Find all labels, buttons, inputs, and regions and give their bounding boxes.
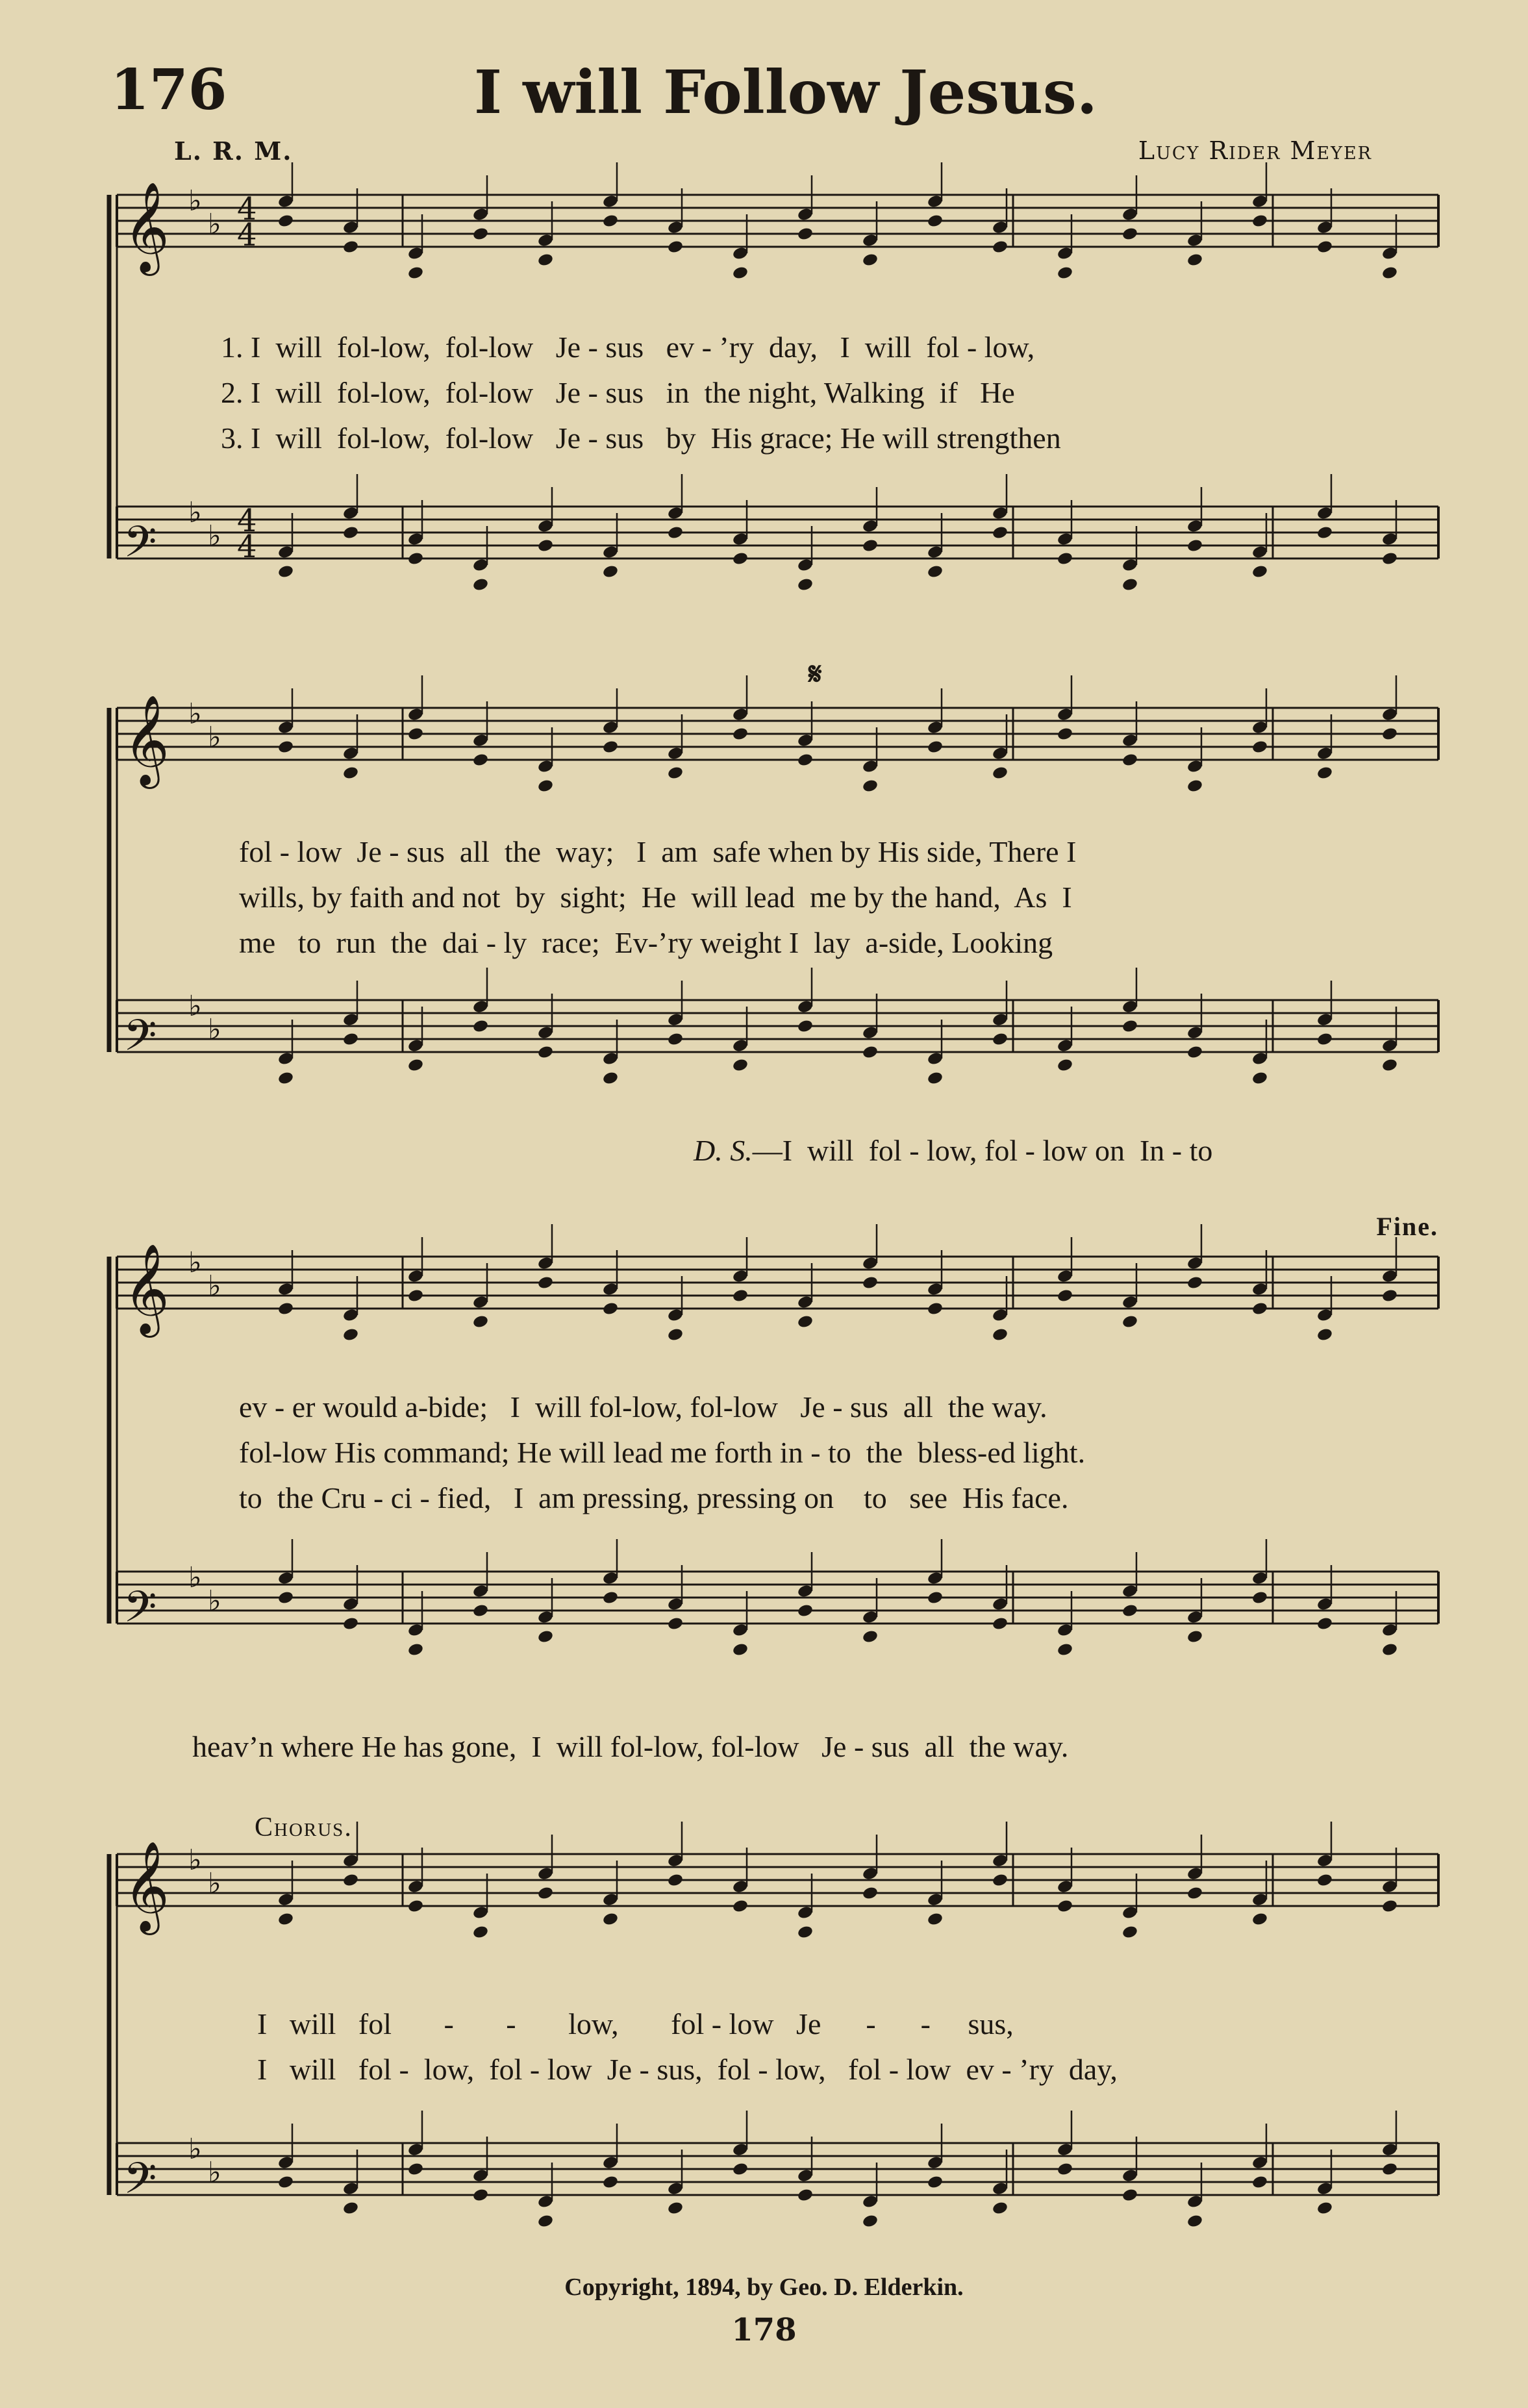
note-head bbox=[1381, 1642, 1398, 1657]
treble-clef: 𝄞 bbox=[123, 1244, 169, 1334]
note-head bbox=[927, 2175, 944, 2190]
note-head bbox=[277, 1590, 294, 1605]
note-head bbox=[342, 240, 359, 255]
note-head bbox=[1316, 2201, 1333, 2216]
note-head bbox=[1316, 240, 1333, 255]
time-signature-bottom: 4 bbox=[237, 217, 257, 253]
note-head bbox=[992, 1032, 1008, 1047]
note-head bbox=[407, 727, 424, 742]
note-head bbox=[992, 240, 1008, 255]
note-head bbox=[1251, 214, 1268, 229]
note-head bbox=[277, 1071, 294, 1086]
note-head bbox=[1121, 1925, 1138, 1940]
verse-1-line-1: 1. I will fol-low, fol-low Je - sus ev - ’ry day, I will fol - low, bbox=[221, 331, 1035, 364]
note-head bbox=[862, 779, 879, 794]
note-head bbox=[602, 1071, 619, 1086]
note-head bbox=[1251, 1590, 1268, 1605]
note-head bbox=[1057, 727, 1073, 742]
ds-lyric-line-2: heav’n where He has gone, I will fol-low, fol-low Je - sus all the way. bbox=[192, 1730, 1069, 1763]
note-head bbox=[472, 227, 489, 242]
note-head bbox=[407, 1642, 424, 1657]
note-head bbox=[1121, 753, 1138, 768]
note-head bbox=[862, 1275, 879, 1290]
note-head bbox=[342, 2201, 359, 2216]
note-head bbox=[862, 1629, 879, 1644]
ds-lyric-line-1 bbox=[694, 1133, 1528, 1168]
note-head bbox=[1381, 727, 1398, 742]
note-head bbox=[277, 1912, 294, 1927]
chorus-line-1: I will fol - - low, fol - low Je - - sus, bbox=[257, 2007, 1014, 2040]
note-head bbox=[1121, 2188, 1138, 2203]
note-head bbox=[407, 551, 424, 566]
note-head bbox=[797, 753, 814, 768]
note-head bbox=[472, 2188, 489, 2203]
note-head bbox=[927, 1590, 944, 1605]
note-head bbox=[1186, 538, 1203, 553]
flat-sign: ♭ bbox=[208, 208, 221, 241]
note-head bbox=[342, 1873, 359, 1888]
flat-sign: ♭ bbox=[208, 1270, 221, 1303]
note-head bbox=[797, 1925, 814, 1940]
note-head bbox=[537, 1886, 554, 1901]
note-head bbox=[537, 253, 554, 268]
note-head bbox=[342, 525, 359, 540]
note-head bbox=[1381, 1288, 1398, 1303]
note-head bbox=[1251, 1912, 1268, 1927]
note-head bbox=[1186, 779, 1203, 794]
note-head bbox=[732, 727, 749, 742]
verse-3-line-3: to the Cru - ci - fied, I am pressing, pressing on to see His face. bbox=[239, 1481, 1069, 1514]
note-head bbox=[342, 1327, 359, 1342]
note-head bbox=[1121, 1603, 1138, 1618]
time-signature-top: 4 bbox=[237, 191, 257, 227]
note-head bbox=[797, 577, 814, 592]
note-head bbox=[797, 1314, 814, 1329]
chorus-line-2: I will fol - low, fol - low Je - sus, fol - low, fol - low ev - ’ry day, bbox=[257, 2053, 1118, 2086]
note-head bbox=[1057, 1899, 1073, 1914]
note-head bbox=[537, 1275, 554, 1290]
note-head bbox=[667, 1616, 684, 1631]
note-head bbox=[1316, 766, 1333, 781]
lyricist-credit: L. R. M. bbox=[174, 136, 293, 166]
time-signature-bottom: 4 bbox=[237, 529, 257, 565]
note-head bbox=[862, 2214, 879, 2229]
note-head bbox=[277, 2175, 294, 2190]
flat-sign: ♭ bbox=[188, 990, 202, 1023]
note-head bbox=[602, 1301, 619, 1316]
flat-sign: ♭ bbox=[188, 184, 202, 218]
note-head bbox=[667, 766, 684, 781]
flat-sign: ♭ bbox=[208, 2156, 221, 2189]
note-head bbox=[992, 1327, 1008, 1342]
verse-2-line-2: wills, by faith and not by sight; He will lead me by the hand, As I bbox=[239, 881, 1072, 914]
note-head bbox=[602, 2175, 619, 2190]
note-head bbox=[927, 1912, 944, 1927]
note-head bbox=[1186, 1886, 1203, 1901]
note-head bbox=[472, 1314, 489, 1329]
note-head bbox=[1251, 1071, 1268, 1086]
note-head bbox=[667, 240, 684, 255]
chorus-label: Chorus. bbox=[255, 1812, 353, 1842]
composer-credit: Lucy Rider Meyer bbox=[1138, 136, 1372, 165]
note-head bbox=[1121, 1314, 1138, 1329]
note-head bbox=[1381, 1058, 1398, 1073]
note-head bbox=[537, 1629, 554, 1644]
note-head bbox=[1057, 1642, 1073, 1657]
hymn-number: 176 bbox=[110, 57, 227, 123]
note-head bbox=[992, 1873, 1008, 1888]
note-head bbox=[992, 766, 1008, 781]
note-head bbox=[1057, 266, 1073, 281]
note-head bbox=[927, 1301, 944, 1316]
note-head bbox=[1316, 1616, 1333, 1631]
flat-sign: ♭ bbox=[208, 721, 221, 754]
note-head bbox=[1316, 1327, 1333, 1342]
note-head bbox=[1121, 227, 1138, 242]
flat-sign: ♭ bbox=[208, 1013, 221, 1046]
note-head bbox=[667, 2201, 684, 2216]
note-head bbox=[797, 2188, 814, 2203]
note-head bbox=[407, 266, 424, 281]
note-head bbox=[797, 1603, 814, 1618]
treble-clef: 𝄞 bbox=[123, 1841, 169, 1931]
note-head bbox=[1186, 253, 1203, 268]
note-head bbox=[342, 1032, 359, 1047]
bass-clef: 𝄢 bbox=[123, 1582, 157, 1642]
note-head bbox=[472, 577, 489, 592]
note-head bbox=[1316, 1032, 1333, 1047]
note-head bbox=[667, 1873, 684, 1888]
note-head bbox=[732, 266, 749, 281]
note-head bbox=[277, 214, 294, 229]
note-head bbox=[1381, 1899, 1398, 1914]
flat-sign: ♭ bbox=[188, 1844, 202, 1877]
note-head bbox=[1251, 1301, 1268, 1316]
flat-sign: ♭ bbox=[188, 1561, 202, 1594]
flat-sign: ♭ bbox=[208, 520, 221, 553]
flat-sign: ♭ bbox=[188, 2133, 202, 2166]
verse-3-line-2: me to run the dai - ly race; Ev-’ry weight I lay a-side, Looking bbox=[239, 926, 1053, 959]
ds-marker: D. S. bbox=[694, 1134, 753, 1167]
note-head bbox=[1186, 2214, 1203, 2229]
note-head bbox=[992, 2201, 1008, 2216]
note-head bbox=[407, 1288, 424, 1303]
note-head bbox=[1381, 266, 1398, 281]
hymn-title: I will Follow Jesus. bbox=[474, 57, 1097, 127]
note-head bbox=[602, 740, 619, 755]
note-head bbox=[992, 525, 1008, 540]
note-head bbox=[602, 1912, 619, 1927]
note-head bbox=[1121, 1019, 1138, 1034]
note-head bbox=[1057, 2162, 1073, 2177]
verse-2-line-1: 2. I will fol-low, fol-low Je - sus in the night, Walking if He bbox=[221, 376, 1015, 409]
note-head bbox=[862, 253, 879, 268]
note-head bbox=[667, 525, 684, 540]
note-head bbox=[927, 740, 944, 755]
note-head bbox=[342, 1616, 359, 1631]
flat-sign: ♭ bbox=[188, 496, 202, 529]
note-head bbox=[537, 1045, 554, 1060]
note-head bbox=[1316, 525, 1333, 540]
note-head bbox=[927, 214, 944, 229]
note-head bbox=[797, 1019, 814, 1034]
note-head bbox=[667, 1327, 684, 1342]
treble-clef: 𝄞 bbox=[123, 695, 169, 785]
note-head bbox=[1186, 1045, 1203, 1060]
flat-sign: ♭ bbox=[208, 1585, 221, 1618]
note-head bbox=[1381, 551, 1398, 566]
note-head bbox=[277, 740, 294, 755]
note-head bbox=[732, 551, 749, 566]
note-head bbox=[277, 564, 294, 579]
note-head bbox=[537, 2214, 554, 2229]
note-head bbox=[927, 1071, 944, 1086]
note-head bbox=[1186, 1629, 1203, 1644]
segno-sign: 𝄋 bbox=[808, 656, 822, 692]
note-head bbox=[472, 1019, 489, 1034]
note-head bbox=[1186, 1275, 1203, 1290]
note-head bbox=[992, 1616, 1008, 1631]
fine-marking: Fine. bbox=[1376, 1212, 1438, 1241]
note-head bbox=[407, 1058, 424, 1073]
note-head bbox=[732, 1288, 749, 1303]
note-head bbox=[602, 1590, 619, 1605]
note-head bbox=[1251, 2175, 1268, 2190]
note-head bbox=[407, 2162, 424, 2177]
note-head bbox=[862, 1886, 879, 1901]
note-head bbox=[1057, 551, 1073, 566]
note-head bbox=[732, 1058, 749, 1073]
note-head bbox=[732, 1642, 749, 1657]
note-head bbox=[602, 214, 619, 229]
verse-1-line-3: ev - er would a-bide; I will fol-low, fol-low Je - sus all the way. bbox=[239, 1390, 1047, 1423]
note-head bbox=[797, 227, 814, 242]
note-head bbox=[1121, 577, 1138, 592]
flat-sign: ♭ bbox=[188, 1246, 202, 1279]
flat-sign: ♭ bbox=[188, 697, 202, 731]
note-head bbox=[1251, 564, 1268, 579]
note-head bbox=[537, 779, 554, 794]
note-head bbox=[472, 753, 489, 768]
verse-3-line-1: 3. I will fol-low, fol-low Je - sus by His grace; He will strengthen bbox=[221, 421, 1061, 455]
treble-clef: 𝄞 bbox=[123, 182, 169, 272]
copyright-notice: Copyright, 1894, by Geo. D. Elderkin. bbox=[564, 2274, 964, 2301]
note-head bbox=[472, 1603, 489, 1618]
verse-2-line-3: fol-low His command; He will lead me forth in - to the bless-ed light. bbox=[239, 1436, 1086, 1469]
note-head bbox=[342, 766, 359, 781]
note-head bbox=[1316, 1873, 1333, 1888]
bass-clef: 𝄢 bbox=[123, 1010, 157, 1071]
note-head bbox=[1251, 740, 1268, 755]
time-signature-top: 4 bbox=[237, 503, 257, 539]
bass-clef: 𝄢 bbox=[123, 2153, 157, 2214]
note-head bbox=[407, 1899, 424, 1914]
note-head bbox=[1057, 1288, 1073, 1303]
verse-1-line-2: fol - low Je - sus all the way; I am safe when by His side, There I bbox=[239, 835, 1077, 868]
note-head bbox=[1381, 2162, 1398, 2177]
note-head bbox=[732, 2162, 749, 2177]
ds-text: —I will fol - low, fol - low on In - to bbox=[752, 1134, 1213, 1167]
page-number: 178 bbox=[731, 2312, 797, 2348]
note-head bbox=[862, 1045, 879, 1060]
note-head bbox=[667, 1032, 684, 1047]
flat-sign: ♭ bbox=[208, 1867, 221, 1900]
note-head bbox=[732, 1899, 749, 1914]
note-head bbox=[1057, 1058, 1073, 1073]
note-head bbox=[537, 538, 554, 553]
note-head bbox=[277, 1301, 294, 1316]
bass-clef: 𝄢 bbox=[123, 517, 157, 577]
note-head bbox=[472, 1925, 489, 1940]
note-head bbox=[602, 564, 619, 579]
note-head bbox=[862, 538, 879, 553]
note-head bbox=[927, 564, 944, 579]
